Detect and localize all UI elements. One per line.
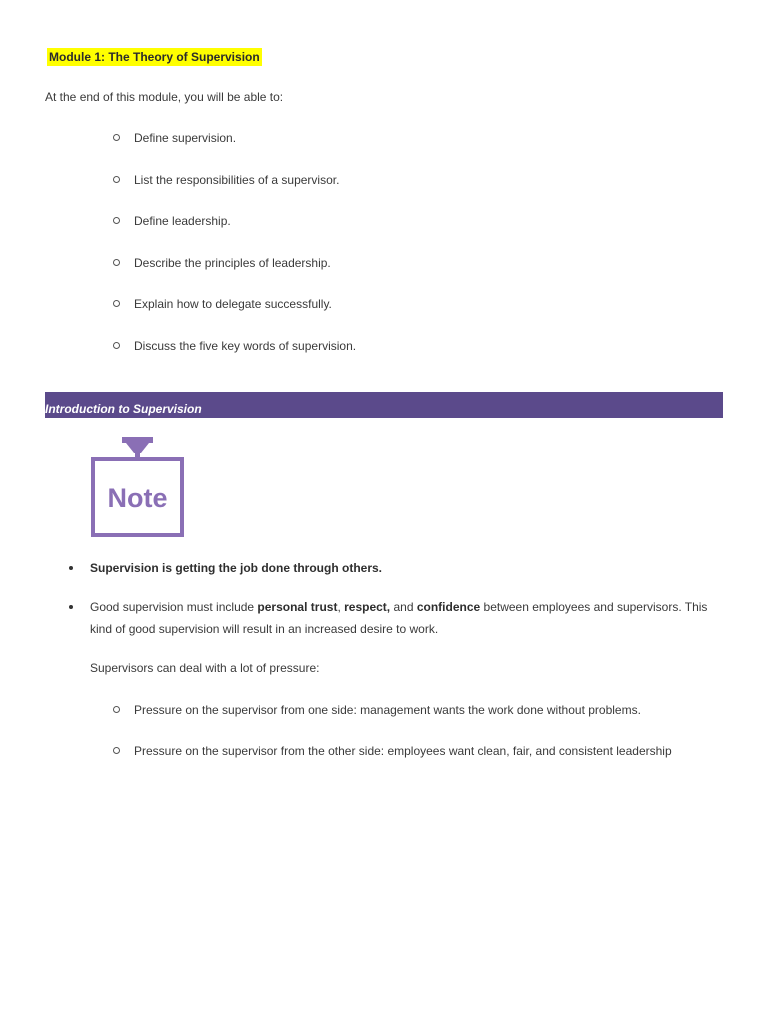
circle-bullet-icon — [113, 747, 120, 754]
circle-bullet-icon — [113, 176, 120, 183]
keyword-confidence: confidence — [416, 600, 481, 614]
circle-bullet-icon — [113, 300, 120, 307]
objective-text: Discuss the five key words of supervision. — [134, 339, 357, 353]
note-label: Note — [107, 483, 168, 513]
objective-item — [113, 255, 331, 271]
circle-bullet-icon — [113, 134, 120, 141]
note-icon — [90, 437, 185, 539]
circle-bullet-icon — [113, 259, 120, 266]
section-header-bar — [45, 392, 723, 418]
bullet-text-part: Good supervision must include — [90, 600, 258, 614]
bullet-text-part: , — [337, 600, 345, 614]
objective-text: Explain how to delegate successfully. — [134, 297, 332, 311]
objective-text: Define leadership. — [134, 214, 231, 228]
circle-bullet-icon — [113, 706, 120, 713]
pressure-item — [113, 743, 672, 759]
pressure-intro: Supervisors can deal with a lot of pressure: — [90, 661, 320, 675]
circle-bullet-icon — [113, 217, 120, 224]
section-title: Introduction to Supervision — [45, 402, 202, 416]
pressure-item — [113, 702, 641, 718]
objective-item — [113, 213, 231, 229]
bullet-text-part: between employees and supervisors. This kind of good supervision will result in an increased desire to work. — [90, 600, 708, 636]
objective-text: Define supervision. — [134, 131, 237, 145]
circle-bullet-icon — [113, 342, 120, 349]
objective-item — [113, 130, 236, 146]
objective-item — [113, 296, 332, 312]
module-title: Module 1: The Theory of Supervision — [49, 50, 260, 64]
objective-item — [113, 172, 339, 188]
bullet-item — [90, 596, 720, 640]
keyword-trust: personal trust — [257, 600, 338, 614]
bullet-item — [90, 557, 720, 579]
module-intro: At the end of this module, you will be able to: — [45, 90, 284, 104]
pressure-text: Pressure on the supervisor from the other side: employees want clean, fair, and consistent leadership — [134, 744, 672, 758]
keyword-respect: respect, — [344, 600, 391, 614]
bullet-text: Supervision is getting the job done through others. — [90, 561, 383, 575]
bullet-dot-icon — [69, 566, 73, 570]
bullet-text-part: and — [390, 600, 417, 614]
objective-text: List the responsibilities of a supervisor. — [134, 173, 340, 187]
objective-item — [113, 338, 356, 354]
bullet-dot-icon — [69, 605, 73, 609]
objective-text: Describe the principles of leadership. — [134, 256, 331, 270]
note-icon-svg — [90, 437, 185, 539]
pressure-text: Pressure on the supervisor from one side: management wants the work done without problems. — [134, 703, 641, 717]
